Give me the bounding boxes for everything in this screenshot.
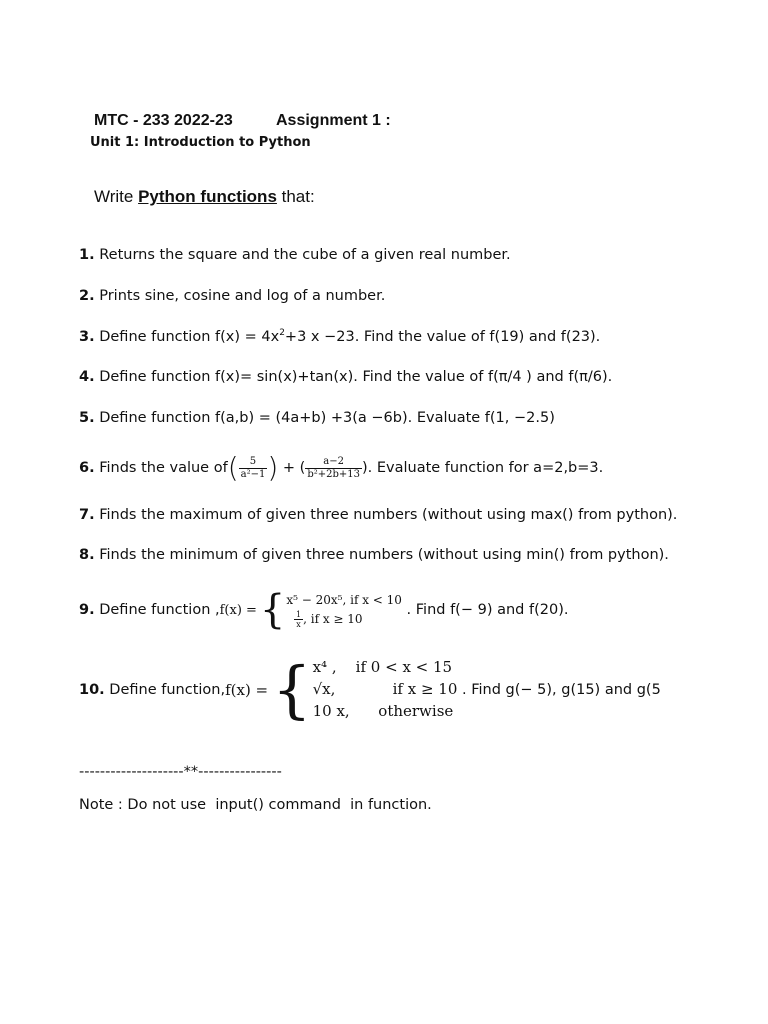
question-number: 10.	[79, 682, 105, 698]
question-text: Finds the minimum of given three numbers (without using min() from python).	[99, 547, 669, 563]
question-text: Returns the square and the cube of a given real number.	[99, 247, 511, 263]
question-number: 7.	[79, 507, 95, 523]
question-number: 5.	[79, 410, 95, 426]
reciprocal-fraction	[294, 610, 303, 629]
case-3: 10 x, otherwise	[312, 701, 454, 720]
fraction-2-denominator: b²+2b+13	[307, 468, 360, 480]
question-3	[79, 328, 600, 345]
fraction-1	[239, 456, 268, 480]
question-number: 4.	[79, 369, 95, 385]
question-10	[79, 654, 661, 726]
question-lead: Define function ,	[99, 602, 220, 618]
question-9	[79, 586, 568, 634]
case-2: √x, if x ≥ 10	[312, 680, 458, 699]
question-1	[79, 247, 511, 263]
question-tail: . Find f(− 9) and f(20).	[406, 602, 569, 618]
question-tail: . Find g(− 5), g(15) and g(5	[461, 682, 661, 698]
separator-line: --------------------**----------------	[79, 764, 282, 780]
reciprocal-numerator: 1	[296, 609, 302, 619]
question-text-b: +3 x −23. Find the value of f(19) and f(23).	[284, 328, 601, 345]
left-brace: {	[259, 587, 286, 633]
question-4	[79, 369, 612, 385]
question-number: 8.	[79, 547, 95, 563]
intro-line	[94, 187, 315, 207]
intro-emphasis: Python functions	[138, 187, 277, 206]
intro-prefix: Write	[94, 187, 139, 206]
case-1: x⁵ − 20x⁵, if x < 10	[286, 593, 402, 608]
case-1: x⁴ , if 0 < x < 15	[312, 658, 453, 677]
piecewise-definition	[268, 653, 458, 726]
question-5	[79, 410, 555, 426]
reciprocal-denominator: x	[296, 619, 301, 629]
piecewise-definition	[257, 587, 402, 633]
fraction-1-denominator: a²−1	[240, 468, 266, 480]
fraction-2	[305, 456, 362, 480]
assignment-title: Assignment 1 :	[276, 112, 391, 129]
course-code: MTC - 233 2022-23	[94, 112, 233, 129]
intro-suffix: that:	[276, 187, 315, 206]
question-text: Finds the maximum of given three numbers (without using max() from python).	[99, 507, 678, 523]
question-text: Define function f(x)= sin(x)+tan(x). Find the value of f(π/4 ) and f(π/6).	[99, 369, 613, 385]
left-brace: {	[272, 653, 312, 726]
question-text: Prints sine, cosine and log of a number.	[99, 288, 386, 304]
question-number: 9.	[79, 602, 95, 618]
case-rows	[313, 657, 458, 722]
function-name: f(x) =	[225, 681, 269, 699]
fraction-1-numerator: 5	[249, 456, 257, 467]
unit-title: Unit 1: Introduction to Python	[90, 135, 311, 150]
question-number: 2.	[79, 288, 95, 304]
close-paren: )	[267, 451, 279, 484]
question-lead: Finds the value of	[99, 460, 228, 476]
question-lead: Define function,	[109, 682, 226, 698]
plus-paren: + (	[282, 460, 306, 476]
question-6	[79, 448, 603, 488]
question-number: 6.	[79, 460, 95, 476]
question-8	[79, 547, 669, 563]
case-2-rest: , if x ≥ 10	[303, 612, 363, 626]
question-7	[79, 507, 677, 523]
question-2	[79, 288, 385, 304]
fraction-2-numerator: a−2	[323, 456, 344, 467]
question-tail: ). Evaluate function for a=2,b=3.	[361, 460, 604, 476]
case-2	[286, 610, 402, 629]
note: Note : Do not use input() command in function.	[79, 797, 432, 813]
exponent: 2	[279, 328, 285, 338]
question-number: 1.	[79, 247, 95, 263]
open-paren: (	[227, 451, 239, 484]
question-text-a: Define function f(x) = 4x	[99, 328, 280, 345]
question-text: Define function f(a,b) = (4a+b) +3(a −6b). Evaluate f(1, −2.5)	[99, 410, 555, 426]
function-name: f(x) =	[219, 602, 257, 618]
question-number: 3.	[79, 328, 95, 345]
case-rows	[286, 591, 402, 629]
